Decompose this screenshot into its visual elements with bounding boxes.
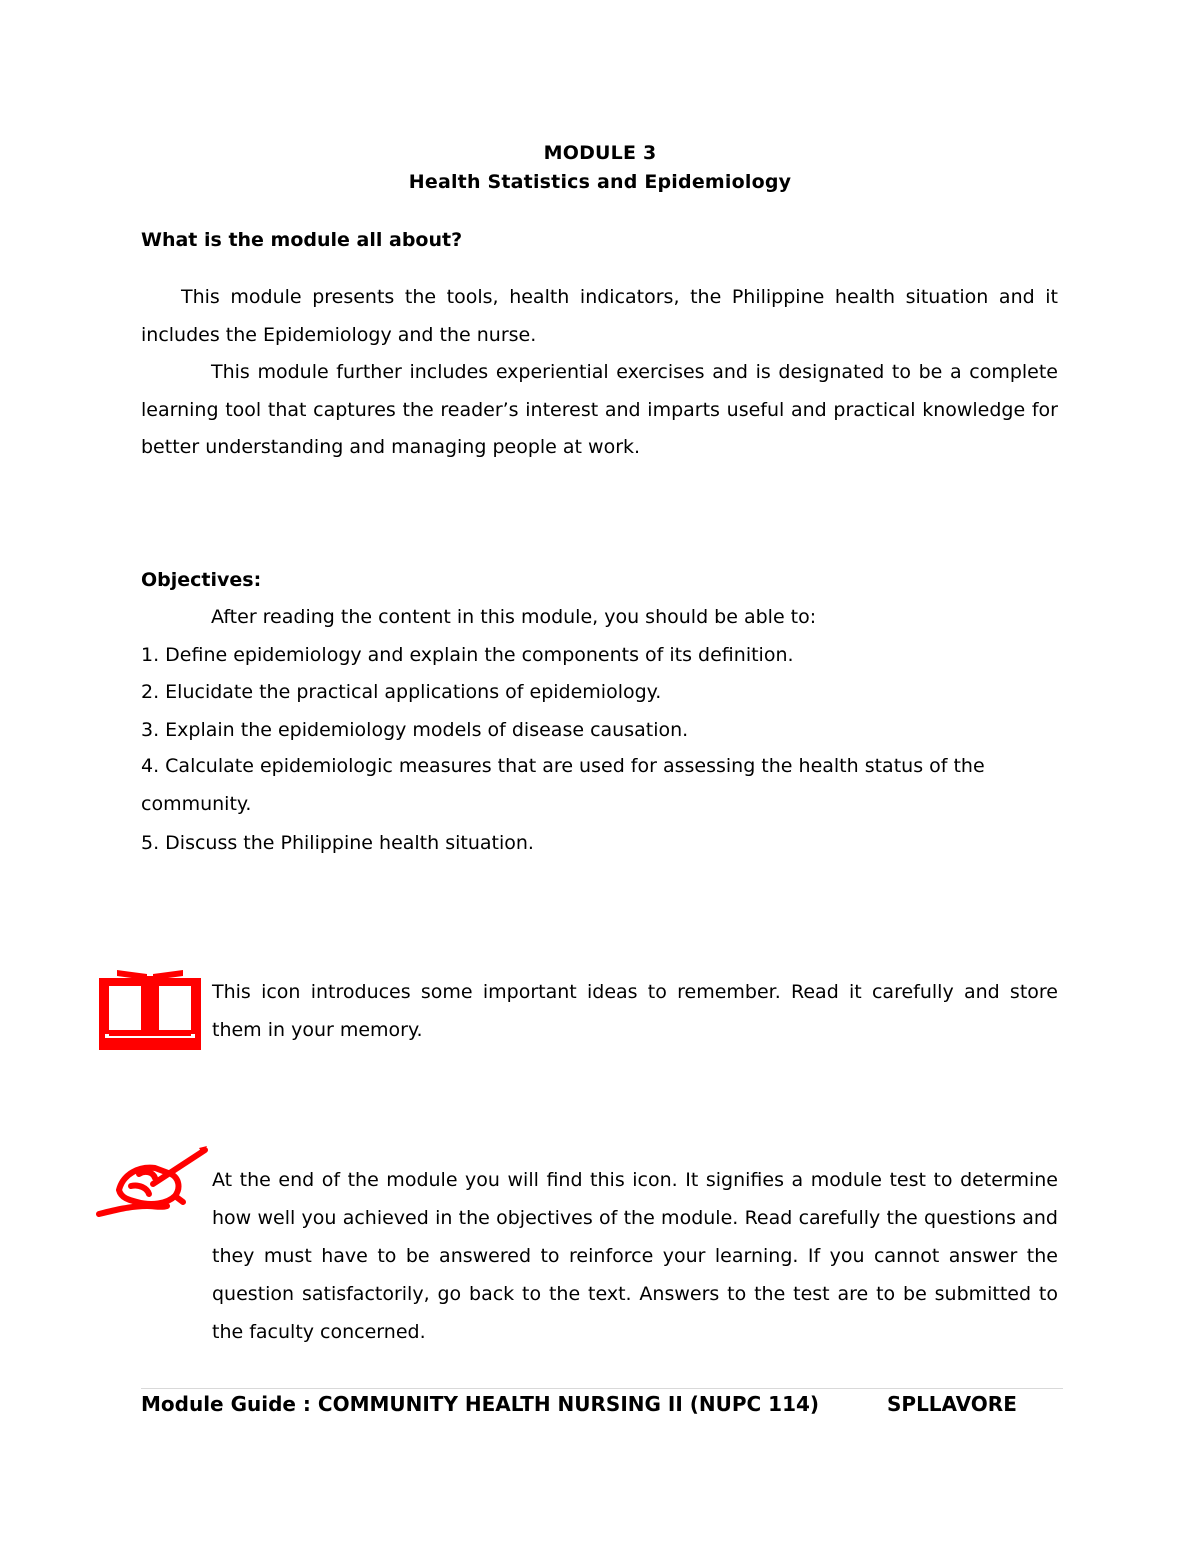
book-icon bbox=[97, 968, 203, 1052]
writing-hand-icon bbox=[95, 1144, 211, 1220]
about-paragraph-2: This module further includes experiential exercises and is designated to be a complete learning tool that captures the reader’s interest and imparts useful and practical knowledge for better understanding and managing people at work. bbox=[141, 361, 1058, 458]
objectives-heading: Objectives: bbox=[141, 569, 262, 591]
pen-icon-description: At the end of the module you will find this icon. It signifies a module test to determine how well you achieved in the objectives of the module. Read carefully the questions and they must have to be answered to reinforce your learning. If you cannot answer the question satisfactorily, go back to the text. Answers to the test are to be submitted to the faculty concerned. bbox=[212, 1169, 1058, 1343]
objective-item: 1. Define epidemiology and explain the components of its definition. bbox=[141, 644, 794, 666]
about-heading: What is the module all about? bbox=[141, 229, 463, 251]
footer-author: SPLLAVORE bbox=[887, 1392, 1017, 1416]
objective-item: 5. Discuss the Philippine health situation. bbox=[141, 832, 534, 854]
module-title: Health Statistics and Epidemiology bbox=[408, 171, 792, 193]
module-number: MODULE 3 bbox=[543, 142, 657, 164]
objectives-intro: After reading the content in this module, you should be able to: bbox=[211, 606, 817, 628]
footer-course-label: Module Guide : COMMUNITY HEALTH NURSING II (NUPC 114) bbox=[141, 1392, 820, 1416]
objective-item: 2. Elucidate the practical applications of epidemiology. bbox=[141, 681, 662, 703]
objective-item: 4. Calculate epidemiologic measures that are used for assessing the health status of the community. bbox=[141, 755, 985, 815]
footer-divider bbox=[141, 1388, 1063, 1389]
about-paragraph-1: This module presents the tools, health indicators, the Philippine health situation and it includes the Epidemiology and the nurse. bbox=[141, 286, 1058, 346]
objective-item: 3. Explain the epidemiology models of disease causation. bbox=[141, 719, 689, 741]
book-icon-description: This icon introduces some important ideas to remember. Read it carefully and store them in your memory. bbox=[212, 981, 1058, 1041]
